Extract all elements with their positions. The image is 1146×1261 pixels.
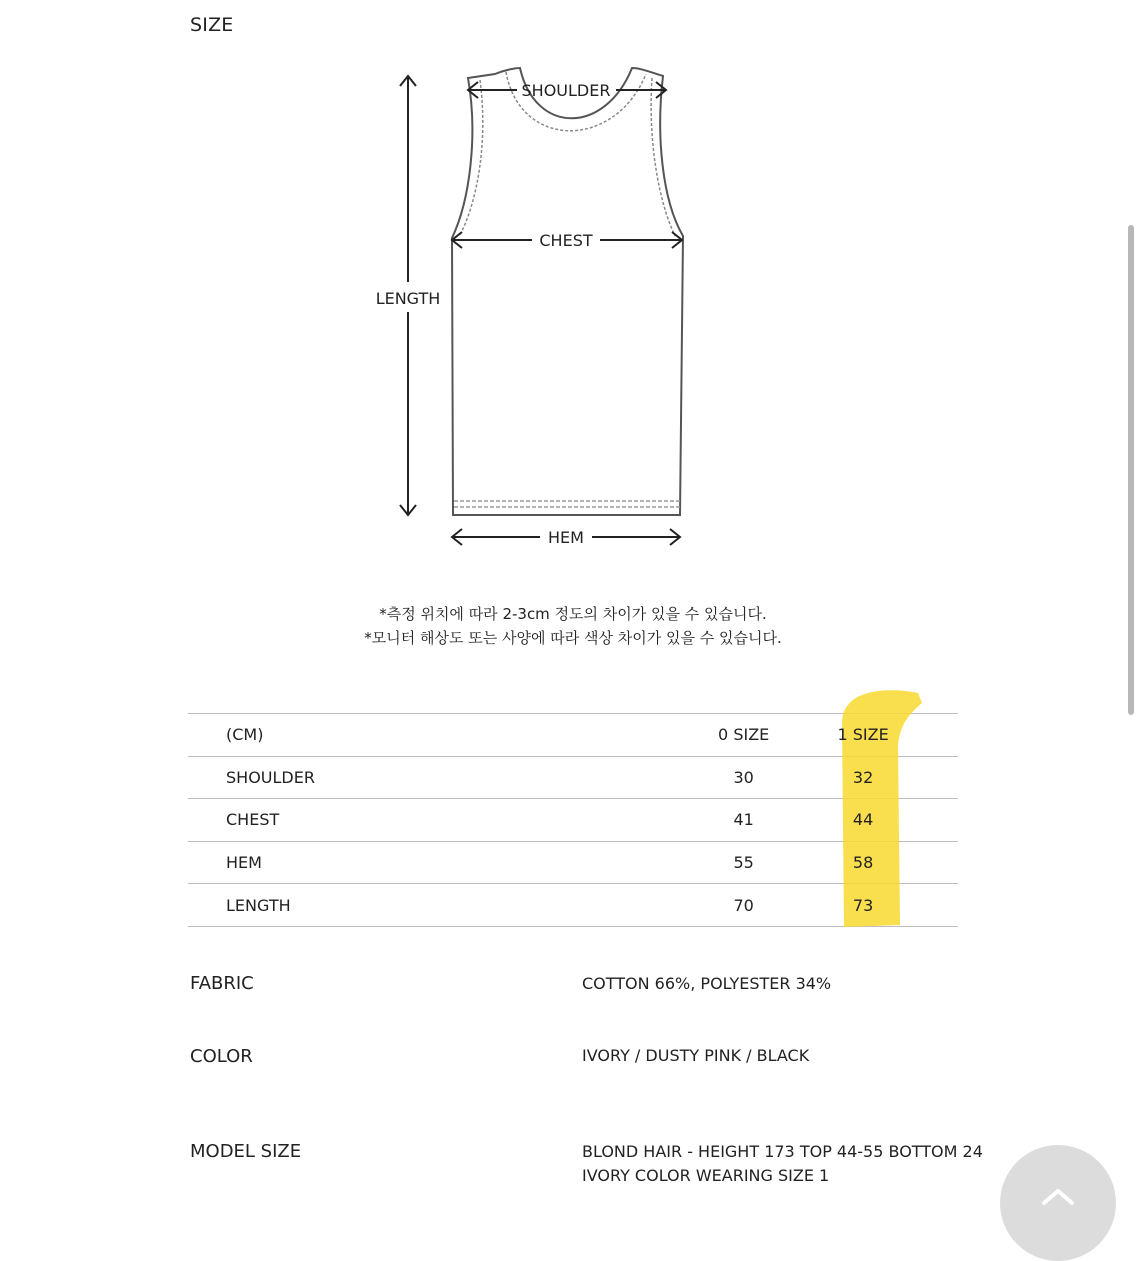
model-size-value (582, 1140, 983, 1188)
model-size-line-2: IVORY COLOR WEARING SIZE 1 (582, 1166, 830, 1185)
color-label: COLOR (190, 1046, 253, 1067)
table-row (188, 799, 958, 842)
row-label: LENGTH (188, 884, 682, 927)
size-1-value: 73 (806, 884, 921, 927)
size-1-header: 1 SIZE (806, 714, 921, 757)
measurement-notes (0, 602, 1146, 650)
scrollbar[interactable] (1128, 225, 1134, 715)
color-value: IVORY / DUSTY PINK / BLACK (582, 1046, 810, 1065)
shoulder-label: SHOULDER (521, 81, 611, 100)
size-1-value: 58 (806, 841, 921, 884)
table-header-row (188, 714, 958, 757)
chevron-up-icon (1040, 1185, 1076, 1205)
scroll-to-top-button[interactable] (1000, 1145, 1116, 1261)
model-size-label: MODEL SIZE (190, 1141, 302, 1162)
note-color: *모니터 해상도 또는 사양에 따라 색상 차이가 있을 수 있습니다. (364, 629, 782, 647)
size-table (188, 713, 958, 927)
model-size-line-1: BLOND HAIR - HEIGHT 173 TOP 44-55 BOTTOM 24 (582, 1142, 983, 1161)
row-label: CHEST (188, 799, 682, 842)
length-label: LENGTH (375, 289, 441, 308)
tank-top-outline (452, 68, 683, 515)
table-row (188, 756, 958, 799)
size-0-header: 0 SIZE (682, 714, 806, 757)
size-0-value: 30 (682, 756, 806, 799)
table-row (188, 841, 958, 884)
table-row (188, 884, 958, 927)
row-label: HEM (188, 841, 682, 884)
fabric-value: COTTON 66%, POLYESTER 34% (582, 974, 832, 993)
chest-label: CHEST (539, 231, 593, 250)
size-0-value: 70 (682, 884, 806, 927)
row-label: SHOULDER (188, 756, 682, 799)
section-title: SIZE (190, 14, 234, 36)
size-1-value: 32 (806, 756, 921, 799)
size-0-value: 41 (682, 799, 806, 842)
note-measurement: *측정 위치에 따라 2-3cm 정도의 차이가 있을 수 있습니다. (379, 605, 767, 623)
size-0-value: 55 (682, 841, 806, 884)
unit-header: (CM) (188, 714, 682, 757)
fabric-label: FABRIC (190, 973, 254, 994)
tank-top-size-diagram (360, 60, 700, 555)
size-1-value: 44 (806, 799, 921, 842)
hem-label: HEM (548, 528, 584, 547)
